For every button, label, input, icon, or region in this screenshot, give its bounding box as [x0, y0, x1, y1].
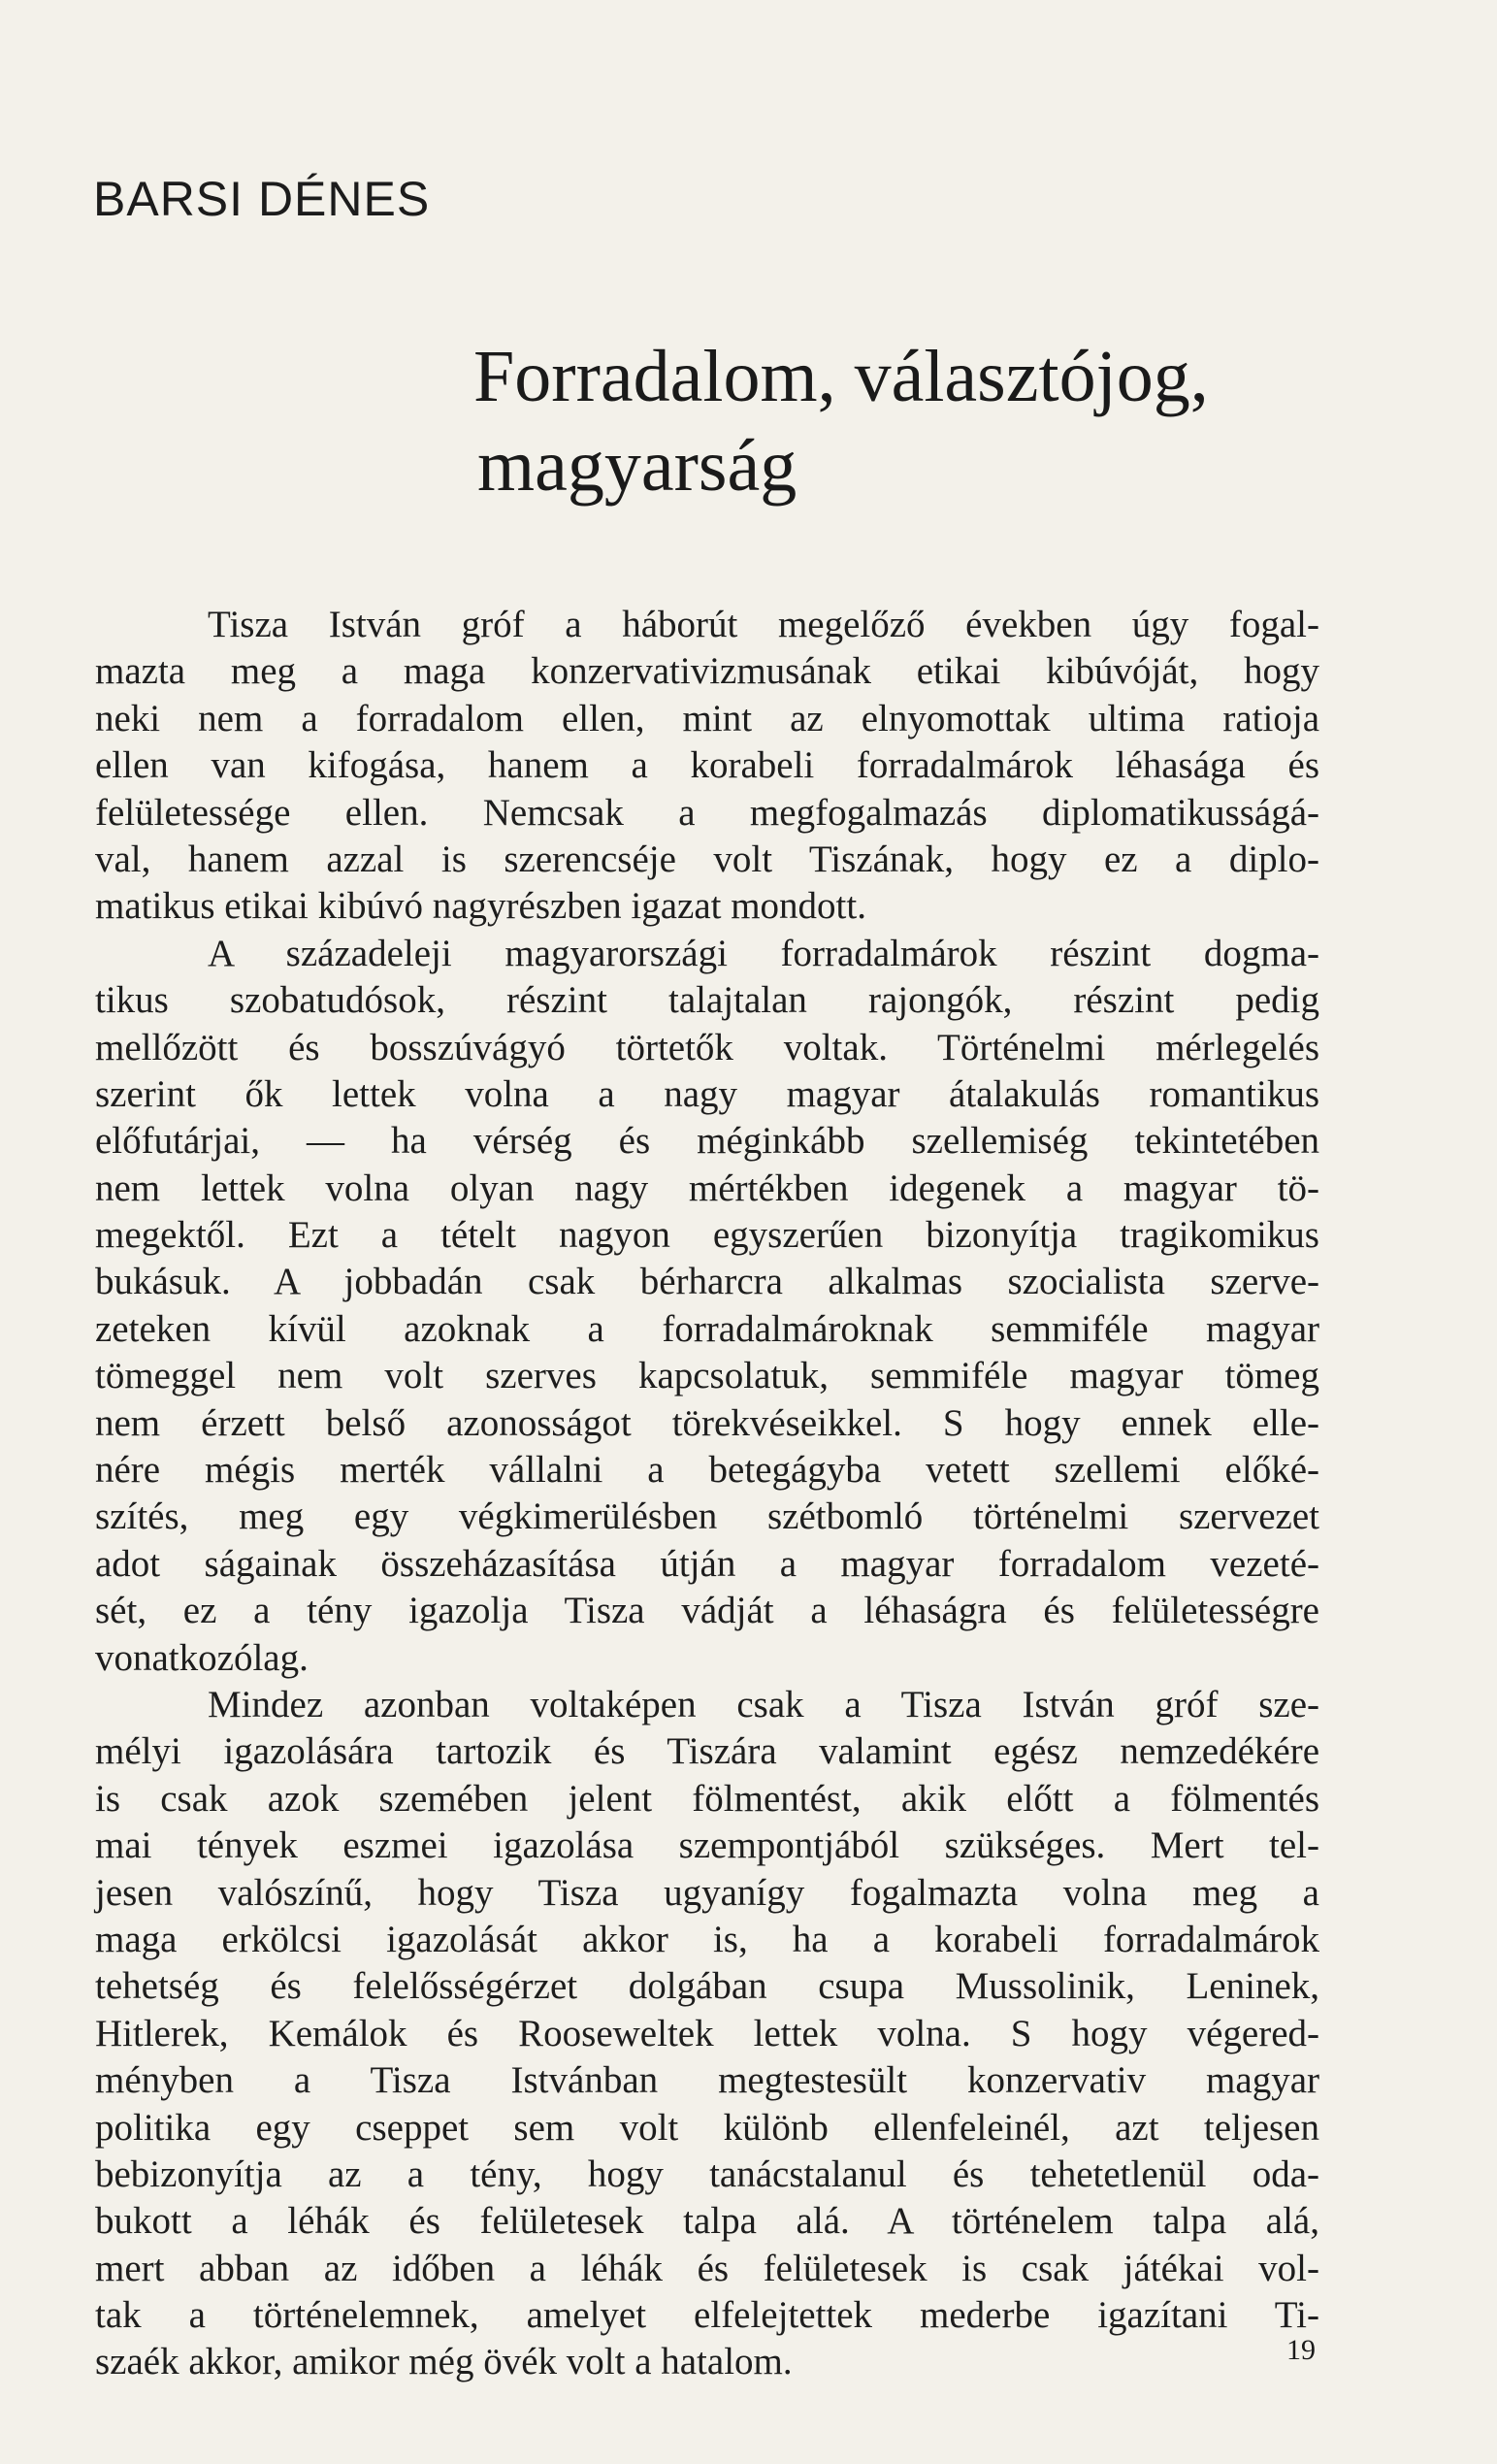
body-text	[95, 602, 1319, 2386]
text-line: sét, ez a tény igazolja Tisza vádját a léhaságra és felületességre	[95, 1590, 1319, 1632]
text-line: zeteken kívül azoknak a forradalmároknak semmiféle magyar	[95, 1307, 1319, 1350]
text-line: nem lettek volna olyan nagy mértékben idegenek a magyar tö-	[95, 1166, 1319, 1209]
author-name: BARSI DÉNES	[93, 172, 431, 226]
chapter-title	[473, 332, 1405, 510]
text-line: ményben a Tisza Istvánban megtestesült konzervativ magyar	[95, 2059, 1319, 2102]
title-line-1: Forradalom, választójog,	[473, 336, 1209, 417]
text-line: mellőzött és bosszúvágyó törtetők voltak. Történelmi mérlegelés	[95, 1026, 1319, 1068]
text-line: megektől. Ezt a tételt nagyon egyszerűen bizonyítja tragikomikus	[95, 1214, 1319, 1257]
text-line: nem érzett belső azonosságot törekvéseikkel. S hogy ennek elle-	[95, 1401, 1319, 1444]
text-line: szaék akkor, amikor még övék volt a hatalom.	[95, 2341, 793, 2383]
text-line: tikus szobatudósok, részint talajtalan rajongók, részint pedig	[95, 979, 1319, 1022]
text-line: ellen van kifogása, hanem a korabeli forradalmárok léhasága és	[95, 744, 1319, 787]
text-line: előfutárjai, — ha vérség és méginkább szellemiség tekintetében	[95, 1120, 1319, 1163]
text-line: mélyi igazolására tartozik és Tiszára valamint egész nemzedékére	[95, 1730, 1319, 1773]
text-line: Hitlerek, Kemálok és Rooseweltek lettek volna. S hogy végered-	[95, 2012, 1319, 2054]
title-line-2: magyarság	[477, 425, 797, 507]
text-line: politika egy cseppet sem volt különb ellenfeleinél, azt teljesen	[95, 2106, 1319, 2149]
text-line: adot ságainak összeházasítása útján a magyar forradalom vezeté-	[95, 1542, 1319, 1585]
text-line: val, hanem azzal is szerencséje volt Tiszának, hogy ez a diplo-	[95, 838, 1319, 880]
text-line: felületessége ellen. Nemcsak a megfogalmazás diplomatikusságá-	[95, 791, 1319, 834]
text-line: tehetség és felelősségérzet dolgában csupa Mussolinik, Leninek,	[95, 1965, 1319, 2008]
text-line: bebizonyítja az a tény, hogy tanácstalanul és tehetetlenül oda-	[95, 2152, 1319, 2195]
text-line: mazta meg a maga konzervativizmusának etikai kibúvóját, hogy	[95, 650, 1319, 693]
text-line: tak a történelemnek, amelyet elfelejtettek mederbe igazítani Ti-	[95, 2294, 1319, 2337]
text-line: jesen valószínű, hogy Tisza ugyanígy fogalmazta volna meg a	[95, 1871, 1319, 1914]
text-line: szerint ők lettek volna a nagy magyar átalakulás romantikus	[95, 1072, 1319, 1115]
text-line: mai tények eszmei igazolása szempontjából szükséges. Mert tel-	[95, 1824, 1319, 1867]
text-line: neki nem a forradalom ellen, mint az elnyomottak ultima ratioja	[95, 697, 1319, 739]
text-line: tömeggel nem volt szerves kapcsolatuk, semmiféle magyar tömeg	[95, 1355, 1319, 1397]
text-line: mert abban az időben a léhák és felületesek is csak játékai vol-	[95, 2247, 1319, 2289]
text-line: Mindez azonban voltaképen csak a Tisza István gróf sze-	[208, 1683, 1319, 1725]
text-line: A századeleji magyarországi forradalmárok részint dogma-	[208, 932, 1319, 974]
text-line: szítés, meg egy végkimerülésben szétbomló történelmi szervezet	[95, 1495, 1319, 1538]
text-line: nére mégis merték vállalni a betegágyba vetett szellemi előké-	[95, 1449, 1319, 1492]
text-line: bukott a léhák és felületesek talpa alá. A történelem talpa alá,	[95, 2200, 1319, 2243]
text-line: is csak azok szemében jelent fölmentést, akik előtt a fölmentés	[95, 1777, 1319, 1820]
text-line: bukásuk. A jobbadán csak bérharcra alkalmas szocialista szerve-	[95, 1261, 1319, 1303]
text-line: vonatkozólag.	[95, 1636, 309, 1679]
text-line: Tisza István gróf a háborút megelőző években úgy fogal-	[208, 604, 1319, 645]
text-line: matikus etikai kibúvó nagyrészben igazat mondott.	[95, 885, 866, 928]
text-line: maga erkölcsi igazolását akkor is, ha a korabeli forradalmárok	[95, 1918, 1319, 1960]
page-number: 19	[1286, 2334, 1316, 2366]
